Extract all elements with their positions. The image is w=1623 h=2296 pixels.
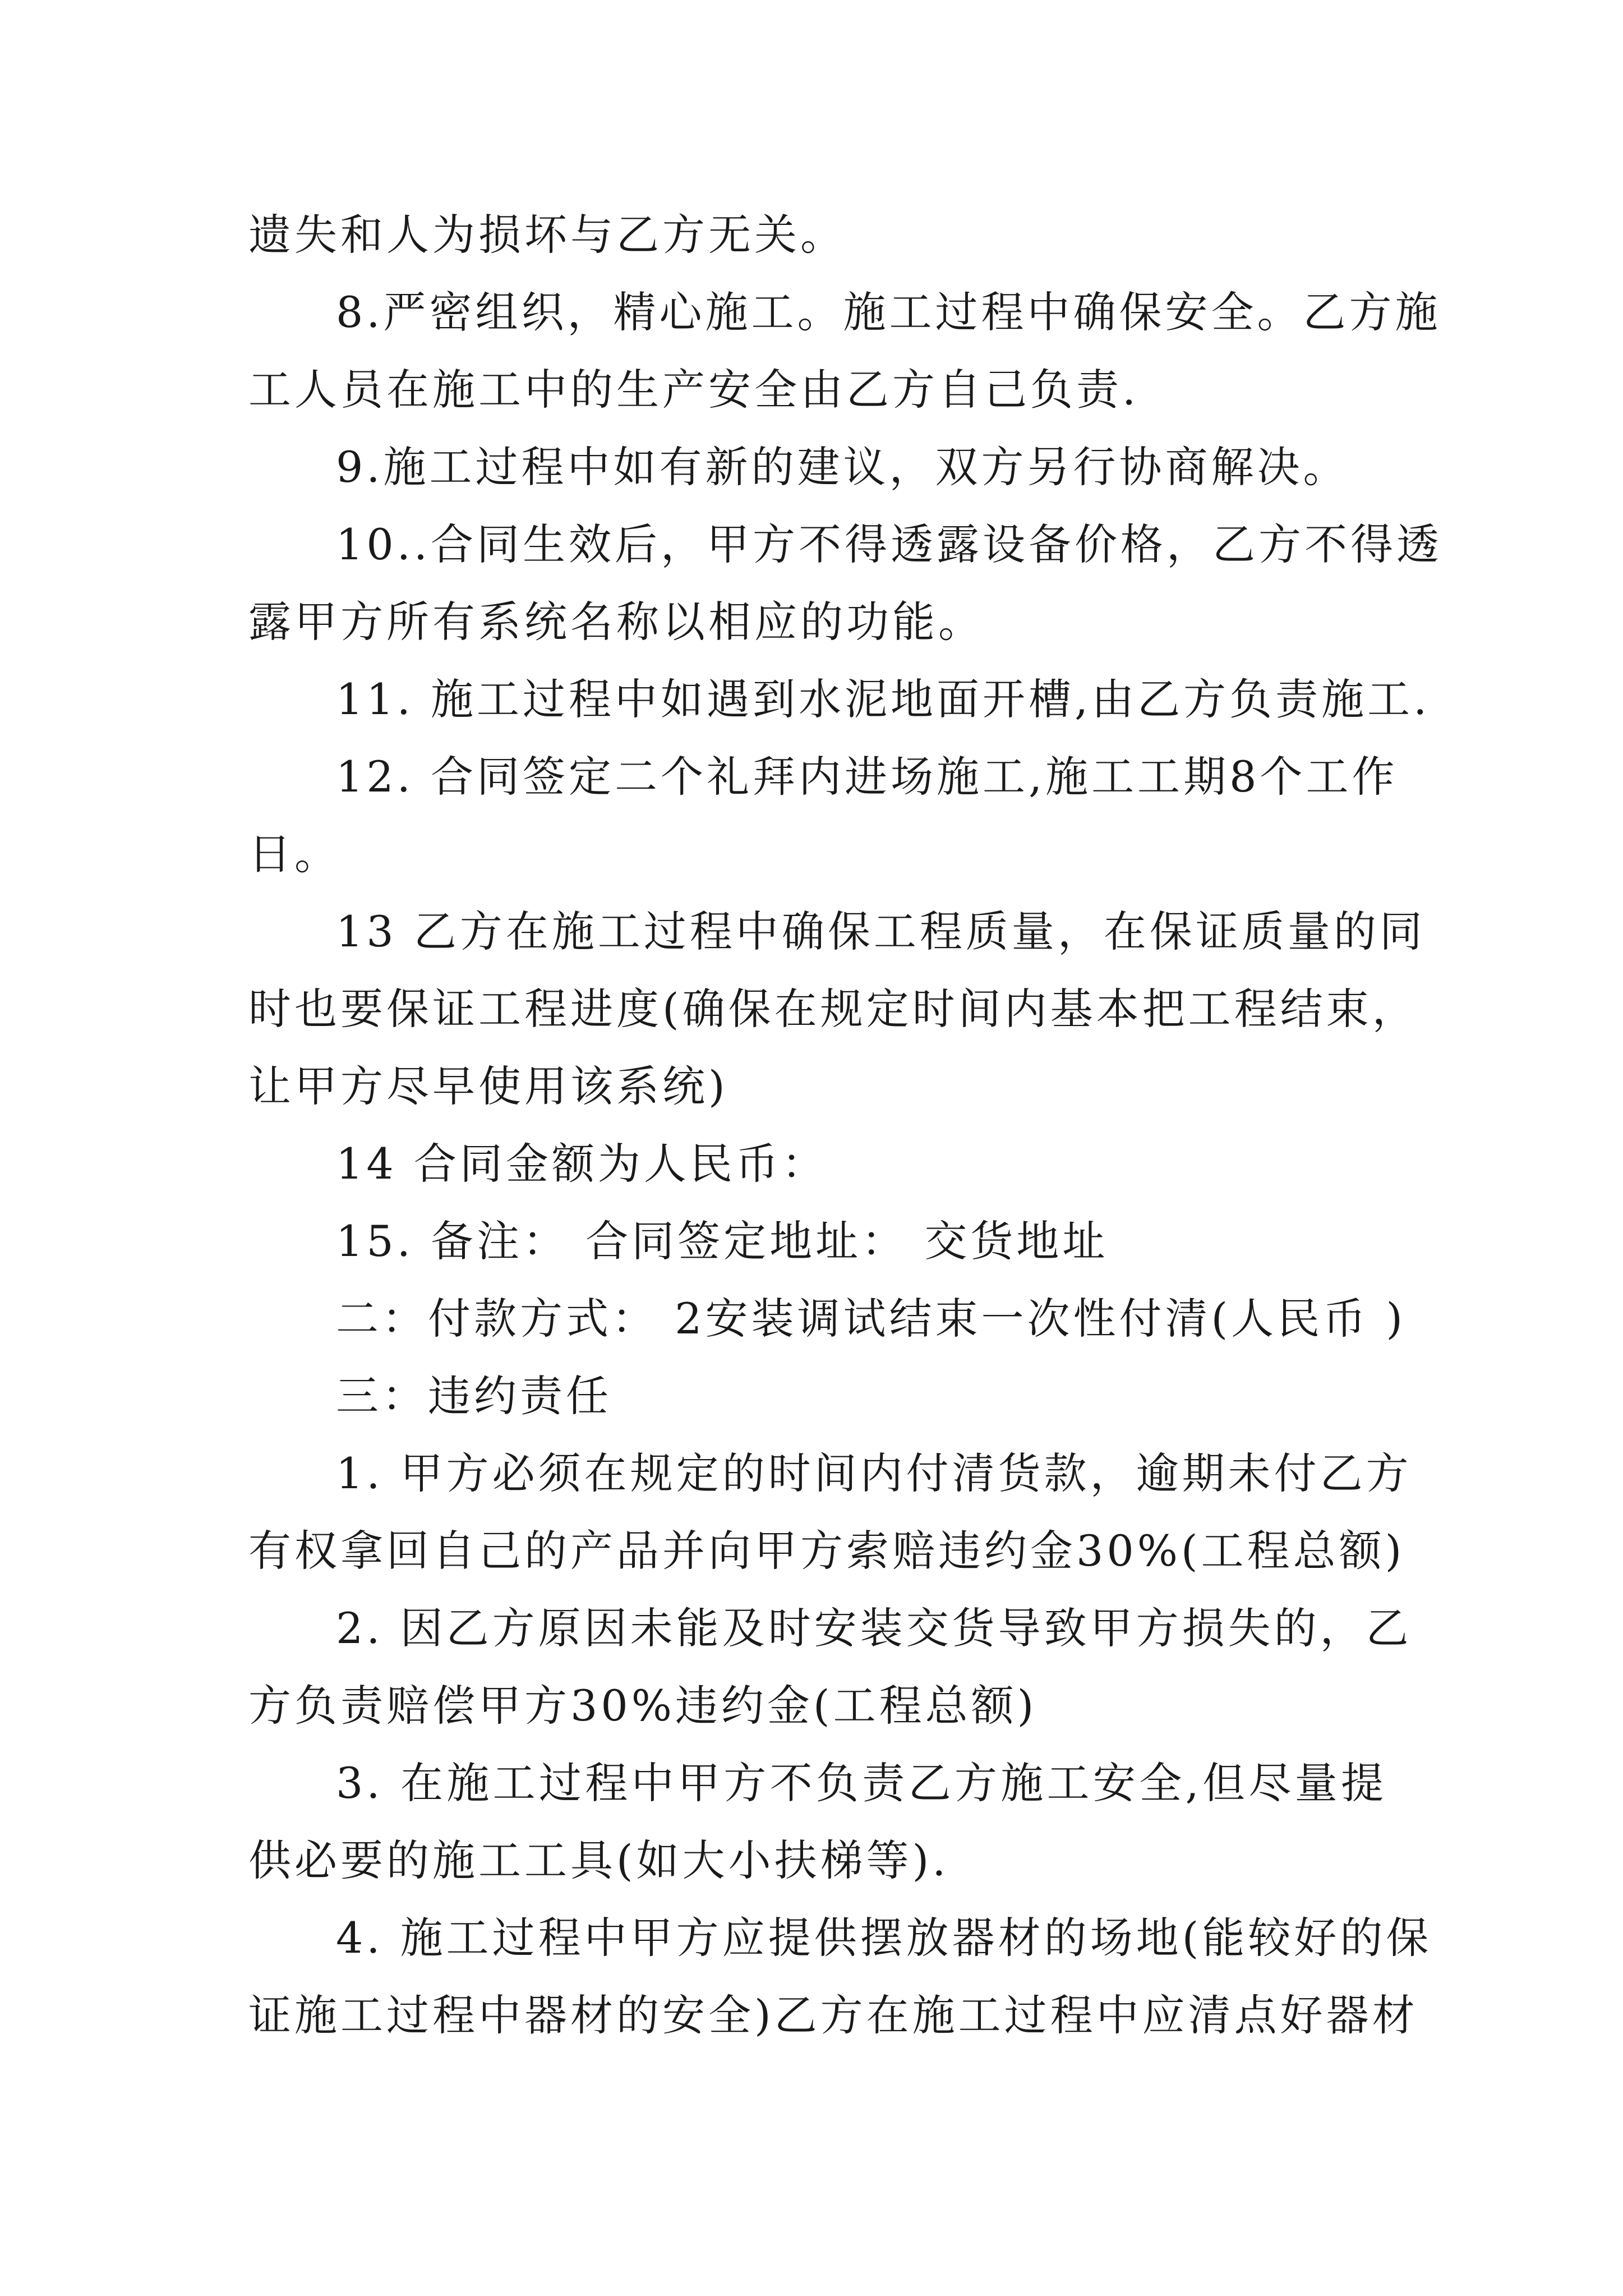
text-line: 10..合同生效后，甲方不得透露设备价格，乙方不得透: [336, 519, 1443, 569]
text-line: 证施工过程中器材的安全)乙方在施工过程中应清点好器材: [248, 1990, 1418, 2040]
text-line: 8.严密组织，精心施工。施工过程中确保安全。乙方施: [336, 287, 1441, 337]
text-line: 露甲方所有系统名称以相应的功能。: [248, 597, 984, 647]
text-line: 11. 施工过程中如遇到水泥地面开槽,由乙方负责施工.: [336, 674, 1431, 724]
text-line: 三：违约责任: [336, 1371, 612, 1421]
text-line: 14 合同金额为人民币：: [336, 1139, 828, 1189]
text-line: 12. 合同签定二个礼拜内进场施工,施工工期8个工作: [336, 752, 1398, 802]
text-line: 3. 在施工过程中甲方不负责乙方施工安全,但尽量提: [336, 1758, 1387, 1808]
text-line: 4. 施工过程中甲方应提供摆放器材的场地(能较好的保: [336, 1913, 1432, 1963]
text-line: 13 乙方在施工过程中确保工程质量，在保证质量的同: [336, 907, 1426, 956]
text-line: 二：付款方式： 2安装调试结束一次性付清(人民币 ): [336, 1294, 1406, 1343]
text-line: 时也要保证工程进度(确保在规定时间内基本把工程结束，: [248, 984, 1418, 1034]
text-line: 15. 备注： 合同签定地址： 交货地址: [336, 1216, 1109, 1266]
text-line: 工人员在施工中的生产安全由乙方自己负责.: [248, 365, 1140, 415]
text-line: 有权拿回自己的产品并向甲方索赔违约金30%(工程总额): [248, 1526, 1405, 1576]
text-line: 遗失和人为损坏与乙方无关。: [248, 210, 846, 260]
text-line: 9.施工过程中如有新的建议，双方另行协商解决。: [336, 442, 1349, 492]
text-line: 让甲方尽早使用该系统): [248, 1061, 728, 1111]
document-body: [248, 196, 1443, 2054]
text-line: 1. 甲方必须在规定的时间内付清货款，逾期未付乙方: [336, 1448, 1412, 1498]
text-line: 方负责赔偿甲方30%违约金(工程总额): [248, 1681, 1038, 1731]
text-line: 日。: [248, 829, 340, 879]
text-line: 供必要的施工工具(如大小扶梯等).: [248, 1835, 949, 1885]
text-line: 2. 因乙方原因未能及时安装交货导致甲方损失的，乙: [336, 1603, 1412, 1653]
